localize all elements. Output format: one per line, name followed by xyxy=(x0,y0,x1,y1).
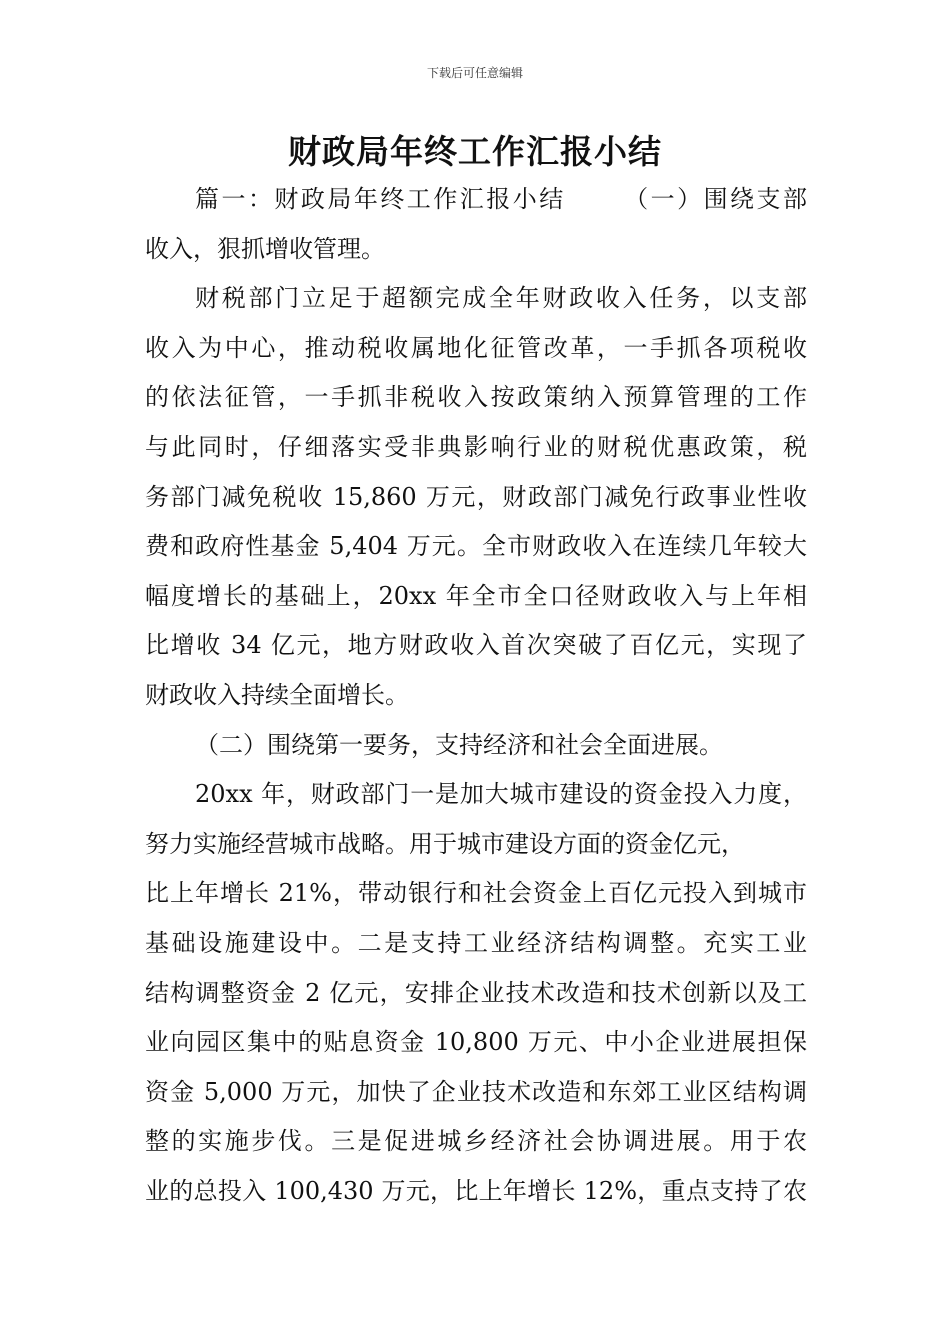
text-line-content: 努力实施经营城市战略。用于城市建设方面的资金亿元， xyxy=(145,829,745,858)
text-line-content: 结构调整资金 2 亿元，安排企业技术改造和技术创新以及工 xyxy=(145,978,807,1007)
text-line-content: 的依法征管，一手抓非税收入按政策纳入预算管理的工作 xyxy=(145,383,807,412)
text-line-content: 务部门减免税收 15,860 万元，财政部门减免行政事业性收 xyxy=(145,482,807,511)
text-line-content: 业向园区集中的贴息资金 10,800 万元、中小企业进展担保 xyxy=(145,1028,807,1057)
text-line-content: 业的总投入 100,430 万元，比上年增长 12%，重点支持了农 xyxy=(145,1176,807,1205)
text-line xyxy=(145,373,807,423)
text-line-content: 收入为中心，推动税收属地化征管改革，一手抓各项税收 xyxy=(145,333,807,362)
text-line-content: 20xx 年，财政部门一是加大城市建设的资金投入力度， xyxy=(195,780,807,809)
text-line xyxy=(145,274,807,324)
text-line xyxy=(145,225,807,275)
text-line xyxy=(145,423,807,473)
text-line-content: （二）围绕第一要务，支持经济和社会全面进展。 xyxy=(195,730,723,759)
text-line-content: 资金 5,000 万元，加快了企业技术改造和东郊工业区结构调 xyxy=(145,1077,807,1106)
text-line xyxy=(145,919,807,969)
text-line-content: 财政收入持续全面增长。 xyxy=(145,680,409,709)
text-line-content: 比增收 34 亿元，地方财政收入首次突破了百亿元，实现了 xyxy=(145,631,807,660)
document-body xyxy=(145,175,807,1216)
text-line xyxy=(145,175,807,225)
text-line-content-secondary: （一）围绕支部 xyxy=(621,185,807,213)
text-line-content: 基础设施建设中。二是支持工业经济结构调整。充实工业 xyxy=(145,928,807,957)
document-title: 财政局年终工作汇报小结 xyxy=(288,132,662,171)
text-line xyxy=(145,969,807,1019)
text-line xyxy=(145,324,807,374)
text-line xyxy=(145,621,807,671)
text-line xyxy=(145,1117,807,1167)
text-line-content: 财税部门立足于超额完成全年财政收入任务，以支部 xyxy=(195,284,807,313)
text-line-content: 与此同时，仔细落实受非典影响行业的财税优惠政策，税 xyxy=(145,432,807,461)
text-line xyxy=(145,820,807,870)
text-line-content: 幅度增长的基础上，20xx 年全市全口径财政收入与上年相 xyxy=(145,581,807,610)
text-line-content: 费和政府性基金 5,404 万元。全市财政收入在连续几年较大 xyxy=(145,532,807,561)
text-line xyxy=(145,721,807,771)
text-line xyxy=(145,671,807,721)
text-line-content: 比上年增长 21%，带动银行和社会资金上百亿元投入到城市 xyxy=(145,879,807,908)
header-note: 下载后可任意编辑 xyxy=(426,66,523,80)
text-line xyxy=(145,770,807,820)
text-line xyxy=(145,522,807,572)
text-line xyxy=(145,572,807,622)
text-line xyxy=(145,473,807,523)
text-line xyxy=(145,1167,807,1217)
text-line xyxy=(145,869,807,919)
text-line xyxy=(145,1018,807,1068)
text-line-content: 篇一：财政局年终工作汇报小结 xyxy=(195,185,566,213)
text-line-content: 整的实施步伐。三是促进城乡经济社会协调进展。用于农 xyxy=(145,1127,807,1156)
text-line xyxy=(145,1068,807,1118)
text-line-content: 收入，狠抓增收管理。 xyxy=(145,234,385,263)
